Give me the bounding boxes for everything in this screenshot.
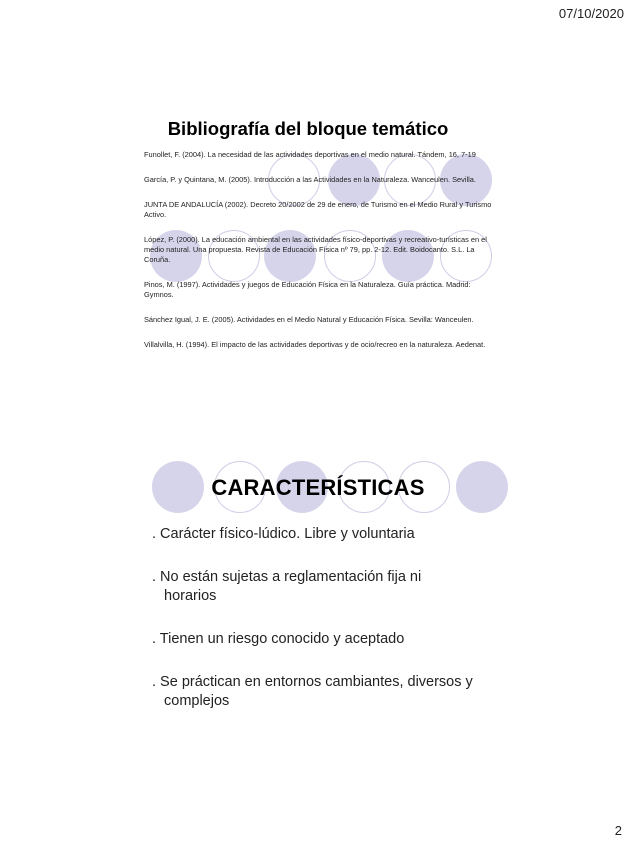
reference-item: Pinos, M. (1997). Actividades y juegos de Educación Física en la Naturaleza. Guía práctica. Madrid: Gymnos. [144,280,471,299]
list-item: . Carácter físico-lúdico. Libre y voluntaria [152,526,415,542]
reference-list [144,150,500,365]
page-date: 07/10/2020 [558,6,624,21]
slide-caracteristicas [128,455,508,745]
slide-bibliography [128,112,508,402]
list-item: . Tienen un riesgo conocido y aceptado [152,631,405,647]
reference-item: Funollet, F. (2004). La necesidad de las actividades deportivas en el medio natural. Tándem, 16, 7-19 [144,150,476,159]
characteristics-list [152,525,512,735]
reference-item: García, P. y Quintana, M. (2005). Introducción a las Actividades en la Naturaleza. Wanceulen. Sevilla. [144,175,476,184]
caracteristicas-title: CARACTERÍSTICAS [211,475,425,500]
reference-item: López, P. (2000). La educación ambiental en las actividades físico-deportivas y recreativo-turísticas en el medio natural. Una propuesta. Revista de Educación Física nº 79, pp. 2-12. Edit. Boidocanto. S.L. La Coruña. [144,235,487,264]
reference-item: Sánchez Igual, J. E. (2005). Actividades en el Medio Natural y Educación Física. Sevilla: Wanceulen. [144,315,474,324]
reference-item: Villalvilla, H. (1994). El impacto de las actividades deportivas y de ocio/recreo en la naturaleza. Aedenat. [144,340,486,349]
reference-item: JUNTA DE ANDALUCÍA (2002). Decreto 20/2002 de 29 de enero, de Turismo en el Medio Rural y Turismo Activo. [144,200,492,219]
list-item: . No están sujetas a reglamentación fija ni horarios [152,569,422,604]
list-item: . Se práctican en entornos cambiantes, diversos y complejos [152,674,473,709]
bibliography-title: Bibliografía del bloque temático [167,118,449,139]
page-number: 2 [614,823,622,838]
